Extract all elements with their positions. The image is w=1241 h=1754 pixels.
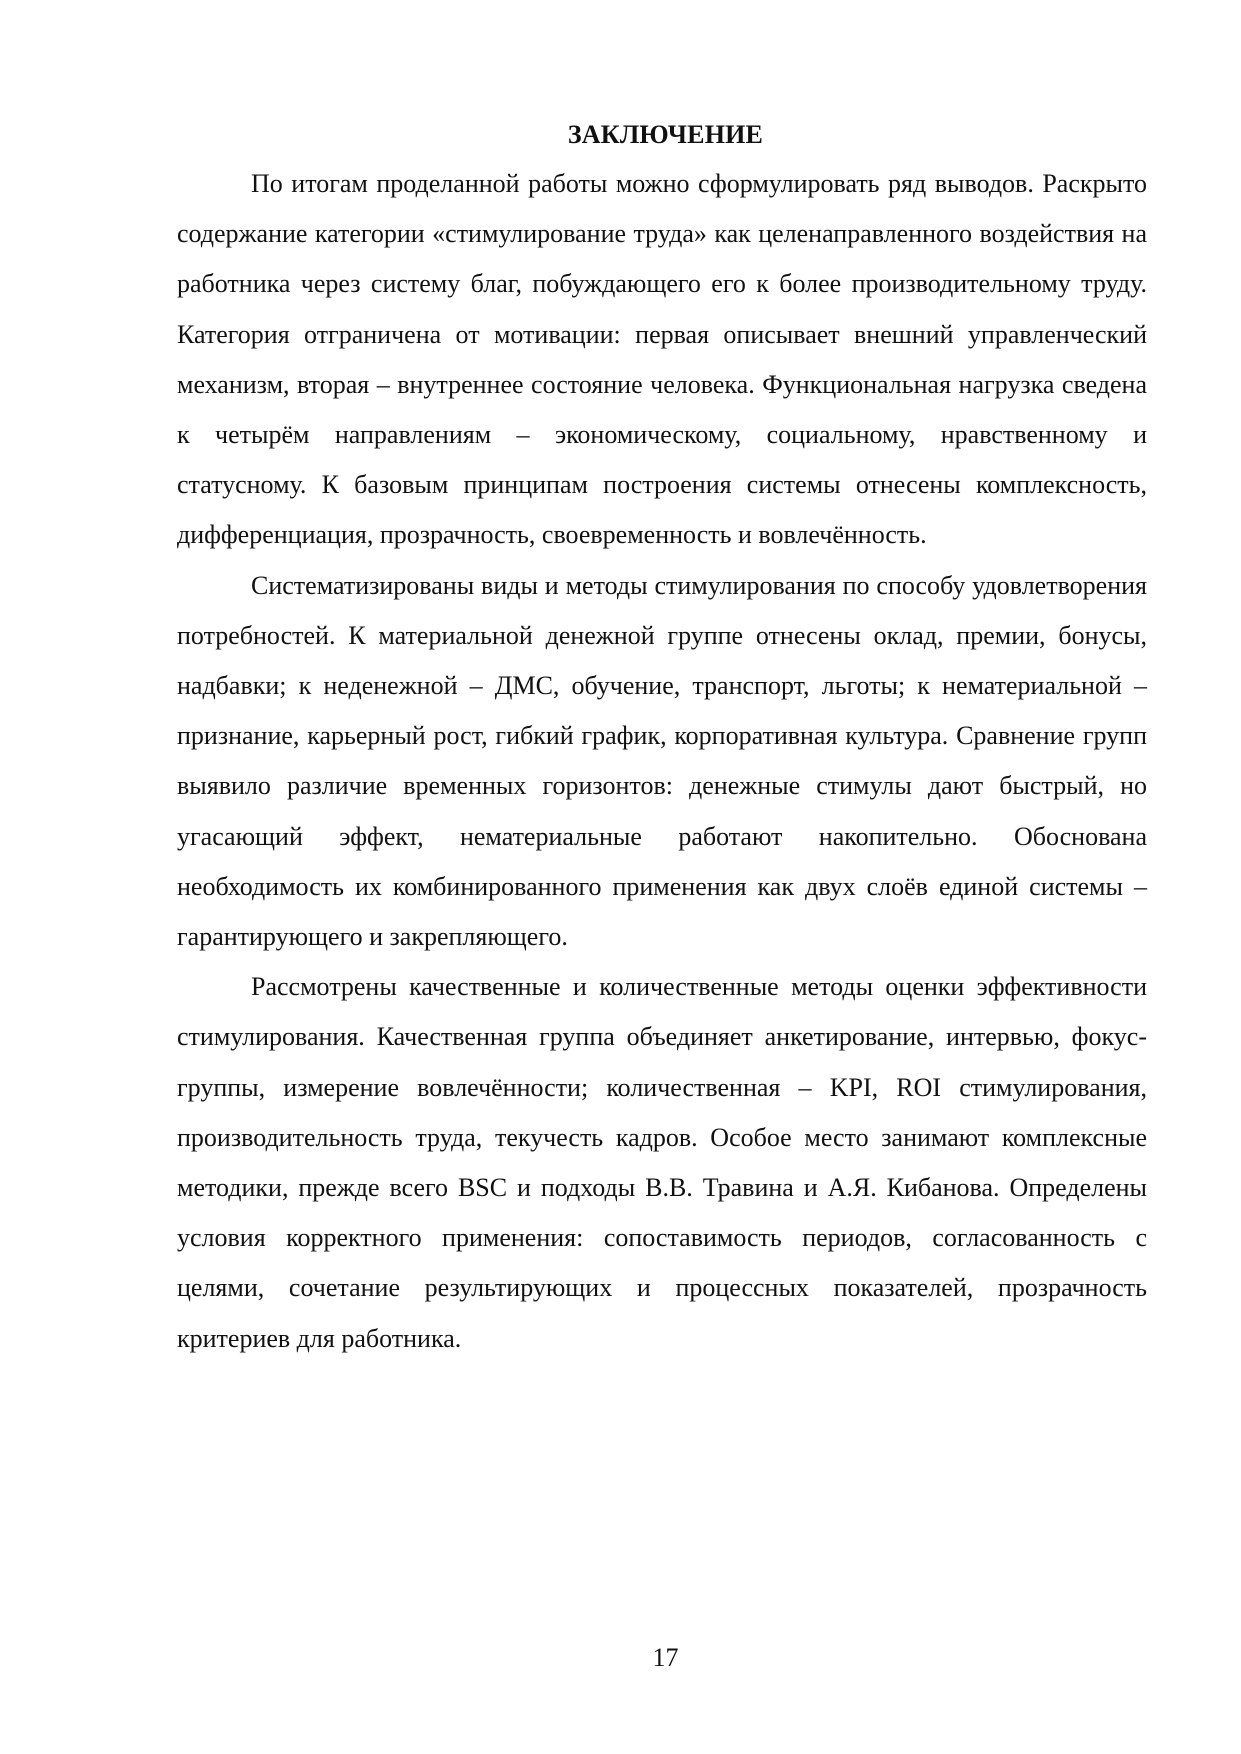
paragraph-1: По итогам проделанной работы можно сформулировать ряд выводов. Раскрыто содержание категории «стимулирование труда» как целенаправленного воздействия на работника через систему благ, побуждающего его к более производительному труду. Категория отграничена от мотивации: первая описывает внешний управленческий механизм, вторая – внутреннее состояние человека. Функциональная нагрузка сведена к четырём направлениям – экономическому, социальному, нравственному и статусному. К базовым принципам построения системы отнесены комплексность, дифференциация, прозрачность, своевременность и вовлечённость. [177, 169, 1147, 550]
paragraph-2: Систематизированы виды и методы стимулирования по способу удовлетворения потребностей. К материальной денежной группе отнесены оклад, премии, бонусы, надбавки; к неденежной – ДМС, обучение, транспорт, льготы; к нематериальной – признание, карьерный рост, гибкий график, корпоративная культура. Сравнение групп выявило различие временных горизонтов: денежные стимулы дают быстрый, но угасающий эффект, нематериальные работают накопительно. Обоснована необходимость их комбинированного применения как двух слоёв единой системы – гарантирующего и закрепляющего. [177, 570, 1147, 952]
paragraph-3: Рассмотрены качественные и количественные методы оценки эффективности стимулирования. Качественная группа объединяет анкетирование, интервью, фокус-группы, измерение вовлечённости; количественная – KPI, ROI стимулирования, производительность труда, текучесть кадров. Особое место занимают комплексные методики, прежде всего BSC и подходы В.В. Травина и А.Я. Кибанова. Определены условия корректного применения: сопоставимость периодов, согласованность с целями, сочетание результирующих и процессных показателей, прозрачность критериев для работника. [177, 972, 1147, 1353]
body-text [177, 159, 1147, 1364]
page-number: 17 [652, 1643, 679, 1672]
section-heading: ЗАКЛЮЧЕНИЕ [567, 120, 764, 149]
